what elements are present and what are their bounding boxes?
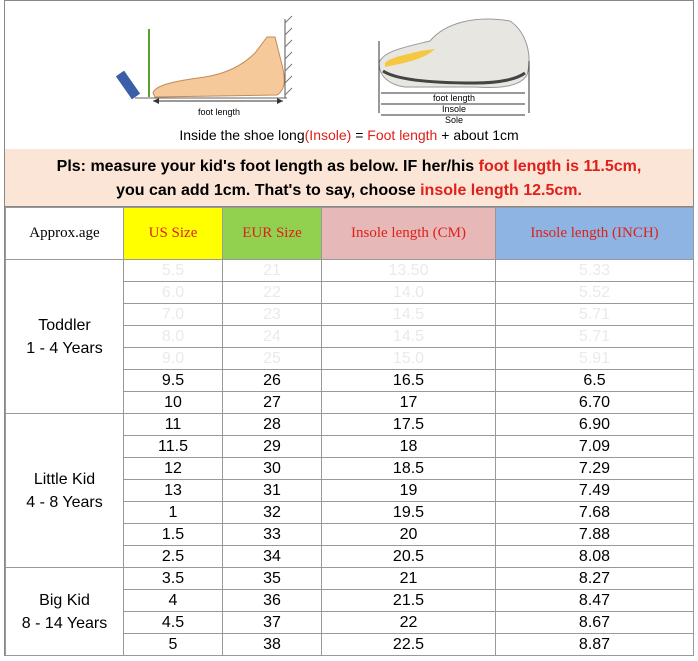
cm-cell: 19.5 [322,502,496,524]
header-us-size: US Size [124,208,223,260]
age-group-cell [6,260,124,414]
wall-hatch [285,16,292,98]
us-cell: 8.0 [124,326,223,348]
arrow-right-icon [277,98,283,104]
table-body [6,260,694,656]
eur-cell: 22 [223,282,322,304]
notice-text-2b: insole length 12.5cm. [420,182,582,199]
eur-cell: 25 [223,348,322,370]
eur-cell: 29 [223,436,322,458]
eur-cell: 35 [223,568,322,590]
age-group-years: 8 - 14 Years [21,614,108,632]
cm-cell: 16.5 [322,370,496,392]
eur-cell: 32 [223,502,322,524]
caption-suffix: + about 1cm [437,127,519,143]
cm-cell: 19 [322,480,496,502]
header-eur-size: EUR Size [223,208,322,260]
us-cell: 9.5 [124,370,223,392]
eur-cell: 23 [223,304,322,326]
measurement-illustration [5,1,693,150]
table-row [6,260,694,282]
header-approx-age: Approx.age [6,208,124,260]
age-group-name: Toddler [38,316,91,334]
us-cell: 4.5 [124,612,223,634]
header-insole-inch: Insole length (INCH) [496,208,694,260]
eur-cell: 26 [223,370,322,392]
eur-cell: 27 [223,392,322,414]
measure-notice [5,149,693,207]
caption-prefix: Inside the shoe long [179,127,305,143]
age-group-cell [6,568,124,656]
notice-line-2 [5,179,693,203]
us-cell: 4 [124,590,223,612]
cm-cell: 20.5 [322,546,496,568]
cm-cell: 18.5 [322,458,496,480]
inch-cell: 7.29 [496,458,694,480]
age-group-name: Big Kid [39,591,90,609]
us-cell: 2.5 [124,546,223,568]
us-cell: 6.0 [124,282,223,304]
us-cell: 11.5 [124,436,223,458]
cm-cell: 22.5 [322,634,496,656]
us-cell: 9.0 [124,348,223,370]
us-cell: 1.5 [124,524,223,546]
inch-cell: 8.08 [496,546,694,568]
inch-cell: 8.27 [496,568,694,590]
foot-diagram [116,16,292,117]
caption-insole: (Insole) [304,127,352,143]
notice-text-1b: foot length is 11.5cm, [478,158,642,175]
cm-cell: 18 [322,436,496,458]
inch-cell: 5.91 [496,348,694,370]
inch-cell: 8.87 [496,634,694,656]
inch-cell: 7.49 [496,480,694,502]
notice-text-1a: Pls: measure your kid's foot length as below. IF her/his [56,158,479,175]
shoe-diagram [379,19,529,125]
age-group-name: Little Kid [33,470,96,488]
inch-cell: 6.70 [496,392,694,414]
inch-cell: 5.33 [496,260,694,282]
cm-cell: 21.5 [322,590,496,612]
eur-cell: 37 [223,612,322,634]
foot-length-label: foot length [197,107,241,117]
header-row [6,208,694,260]
cm-cell: 20 [322,524,496,546]
foot-diagrams [5,1,693,126]
cm-cell: 17 [322,392,496,414]
cm-cell: 14.5 [322,326,496,348]
ruler-pencil-icon [116,71,140,100]
foot-icon [153,37,284,97]
eur-cell: 28 [223,414,322,436]
inch-cell: 7.88 [496,524,694,546]
inch-cell: 7.68 [496,502,694,524]
us-cell: 13 [124,480,223,502]
eur-cell: 24 [223,326,322,348]
cm-cell: 13.50 [322,260,496,282]
arrow-left-icon [153,98,159,104]
shoe-insole-label: Insole [441,104,467,114]
us-cell: 3.5 [124,568,223,590]
inch-cell: 5.52 [496,282,694,304]
cm-cell: 15.0 [322,348,496,370]
eur-cell: 34 [223,546,322,568]
illustration-caption [5,127,693,143]
table-row [6,414,694,436]
notice-text-2a: you can add 1cm. That's to say, choose [116,182,421,199]
cm-cell: 21 [322,568,496,590]
inch-cell: 8.47 [496,590,694,612]
eur-cell: 36 [223,590,322,612]
inch-cell: 5.71 [496,304,694,326]
eur-cell: 30 [223,458,322,480]
us-cell: 10 [124,392,223,414]
shoe-foot-length-label: foot length [432,93,476,103]
us-cell: 1 [124,502,223,524]
caption-equals: = [351,127,368,143]
shoe-sole-label: Sole [444,115,464,125]
age-group-years: 4 - 8 Years [26,493,103,511]
age-group-cell [6,414,124,568]
cm-cell: 14.5 [322,304,496,326]
header-insole-cm: Insole length (CM) [322,208,496,260]
size-table [5,207,694,656]
eur-cell: 33 [223,524,322,546]
inch-cell: 8.67 [496,612,694,634]
notice-line-1 [5,155,693,179]
inch-cell: 7.09 [496,436,694,458]
us-cell: 12 [124,458,223,480]
cm-cell: 14.0 [322,282,496,304]
us-cell: 7.0 [124,304,223,326]
table-row [6,568,694,590]
us-cell: 11 [124,414,223,436]
us-cell: 5.5 [124,260,223,282]
eur-cell: 38 [223,634,322,656]
inch-cell: 6.90 [496,414,694,436]
cm-cell: 17.5 [322,414,496,436]
inch-cell: 6.5 [496,370,694,392]
cm-cell: 22 [322,612,496,634]
age-group-years: 1 - 4 Years [26,339,103,357]
eur-cell: 21 [223,260,322,282]
us-cell: 5 [124,634,223,656]
size-chart [4,0,694,656]
eur-cell: 31 [223,480,322,502]
inch-cell: 5.71 [496,326,694,348]
caption-foot-length: Foot length [367,127,438,143]
